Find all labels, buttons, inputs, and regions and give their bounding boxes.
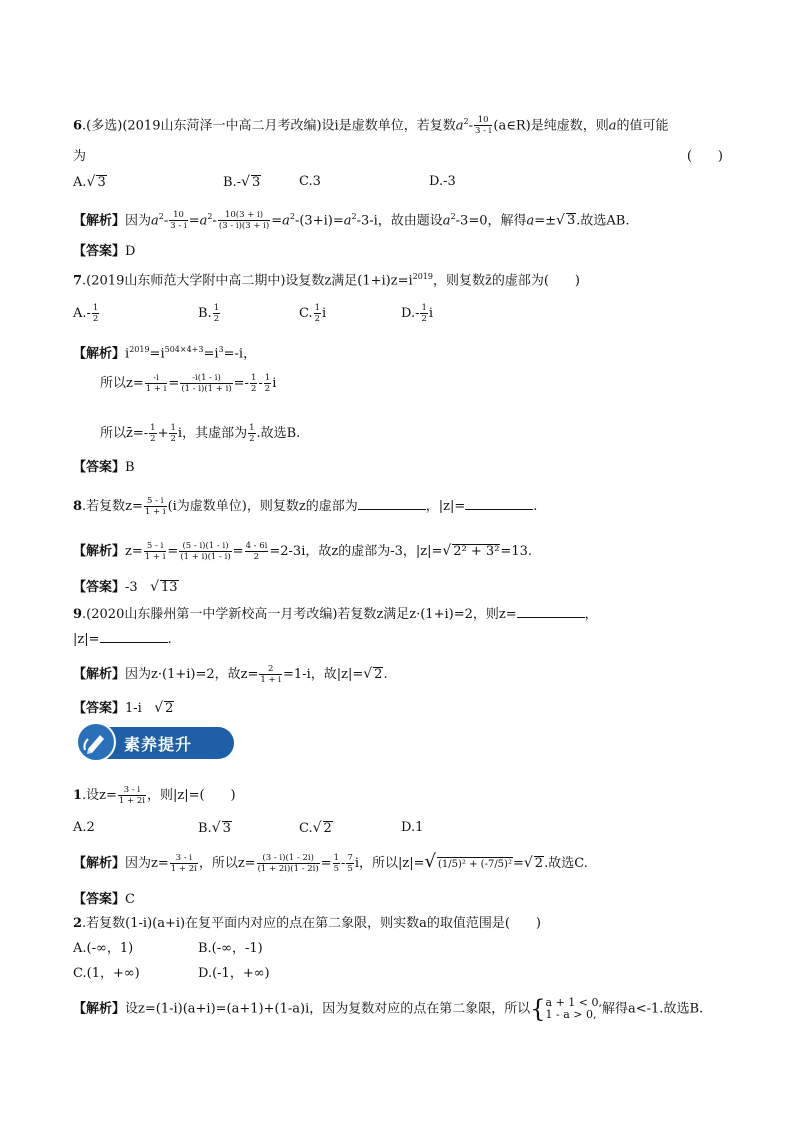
p1-answer: 【答案】C [73, 892, 135, 907]
option-c: C. $\frac{1}{2}$ i [299, 303, 327, 324]
option-b: B.-√ 3 [223, 174, 261, 190]
p2-options-row1 [73, 939, 723, 961]
option-c: C.√ 2 [299, 820, 332, 836]
p1-options [73, 818, 723, 840]
q8-analysis: 【解析】z= $\frac{5 - i}{1 + i}$ = $\frac{(5 - i)(1 - i)}{(1 + i)(1 - i)}$ = $\frac{4 - 6i}{2}$ =2-3i，故z的虚部为-3，|z|=√ 2² + 3²=13. [73, 541, 532, 562]
option-b: B.(-∞，-1) [198, 941, 263, 956]
option-b: B. $\frac{1}{2}$ [198, 303, 220, 324]
blank-imag-part[interactable] [358, 497, 426, 510]
option-a: A.√ 3 [73, 174, 106, 190]
q6-stem: 6.(多选)(2019山东菏泽一中高二月考改编)设i是虚数单位，若复数$a^2-$ $\frac{10}{3 - i}$ (a∈R)是纯虚数，则a的值可能 [73, 115, 669, 137]
p1-stem: 1.设z= $\frac{3 - i}{1 + 2i}$ ，则|z|=( ) [73, 785, 236, 806]
q9-answer: 【答案】1-i √ 2 [73, 700, 174, 716]
q6-fraction: $\frac{10}{3 - i}$ [474, 115, 492, 137]
banner-title: 素养提升 [124, 735, 193, 754]
q8-answer: 【答案】-3 √ 13 [73, 579, 178, 595]
q7-analysis-2: 所以z= $\frac{-i}{1 + i}$ = $\frac{-i(1 - i)}{(1 - i)(1 + i)}$ =- $\frac{1}{2}$ - $\frac{1}{2}$ i [100, 373, 277, 394]
option-c: C.3 [299, 174, 321, 189]
option-d: D.- $\frac{1}{2}$ i [401, 303, 434, 324]
q9-analysis: 【解析】因为z·(1+i)=2，故z= $\frac{2}{1 + i}$ =1-i，故|z|=√ 2. [73, 664, 388, 685]
p1-analysis: 【解析】因为z= $\frac{3 - i}{1 + 2i}$ ，所以z= $\frac{(3 - i)(1 - 2i)}{(1 + 2i)(1 - 2i)}$ = $\frac{1}{5}$ - $\frac{7}{5}$ i，所以|z|=√ (1/5)² + (-7/5)²=√ 2.故选C. [73, 851, 588, 874]
option-d: D.1 [401, 820, 424, 835]
option-d: D.(-1，+∞) [198, 966, 270, 981]
blank-modulus[interactable] [465, 497, 533, 510]
q6-options [73, 172, 723, 194]
q9-stem-line2: |z|= . [73, 632, 172, 647]
p2-options-row2 [73, 964, 723, 986]
q6-stem-line2: 为 ( ) [73, 147, 723, 167]
answer-paren: ( ) [686, 149, 723, 164]
pencil-icon [76, 722, 116, 762]
q6-analysis: 【解析】因为$a^2-$ $\frac{10}{3 - i}$ $=a^2-$ $\frac{10(3 + i)}{(3 - i)(3 + i)}$ $=a^2-(3+i)=a^2-3-i$，故由题设$a^2-3=0$，解得a=±√ 3.故选AB. [73, 210, 630, 232]
section-banner [76, 722, 234, 762]
blank-z[interactable] [517, 605, 585, 618]
q7-answer: 【答案】B [73, 460, 135, 475]
blank-modulus[interactable] [100, 630, 168, 643]
option-a: A.2 [73, 820, 95, 835]
option-d: D.-3 [429, 174, 456, 189]
option-a: A.- $\frac{1}{2}$ [73, 303, 99, 324]
p2-analysis: 【解析】设z=(1-i)(a+i)=(a+1)+(1-a)i，因为复数对应的点在第二象限，所以{ a + 1 < 0, 1 - a > 0, 解得a<-1.故选B. [73, 995, 704, 1023]
q7-analysis-1: 【解析】$i^{2019}=i^{504\times 4+3}=i^3=-i$， [73, 345, 257, 362]
q7-stem: 7.(2019山东师范大学附中高二期中)设复数z满足$(1+i)z=i^{2019}$，则复数z̄的虚部为( ) [73, 272, 580, 289]
q7-analysis-3: 所以z̄=- $\frac{1}{2}$ + $\frac{1}{2}$ i，其虚部为 $\frac{1}{2}$ .故选B. [100, 423, 301, 444]
q6-answer: 【答案】D [73, 244, 136, 259]
q9-stem: 9.(2020山东滕州第一中学新校高一月考改编)若复数z满足z·(1+i)=2，则z= ， [73, 607, 598, 622]
q8-stem: 8.若复数z= $\frac{5 - i}{1 + i}$ (i为虚数单位)，则复数z的虚部为 ，|z|= . [73, 496, 538, 517]
option-b: B.√ 3 [198, 820, 231, 836]
option-c: C.(1，+∞) [73, 966, 140, 981]
option-a: A.(-∞，1) [73, 941, 134, 956]
q7-options [73, 303, 723, 325]
p2-stem: 2.若复数(1-i)(a+i)在复平面内对应的点在第二象限，则实数a的取值范围是( ) [73, 916, 541, 931]
